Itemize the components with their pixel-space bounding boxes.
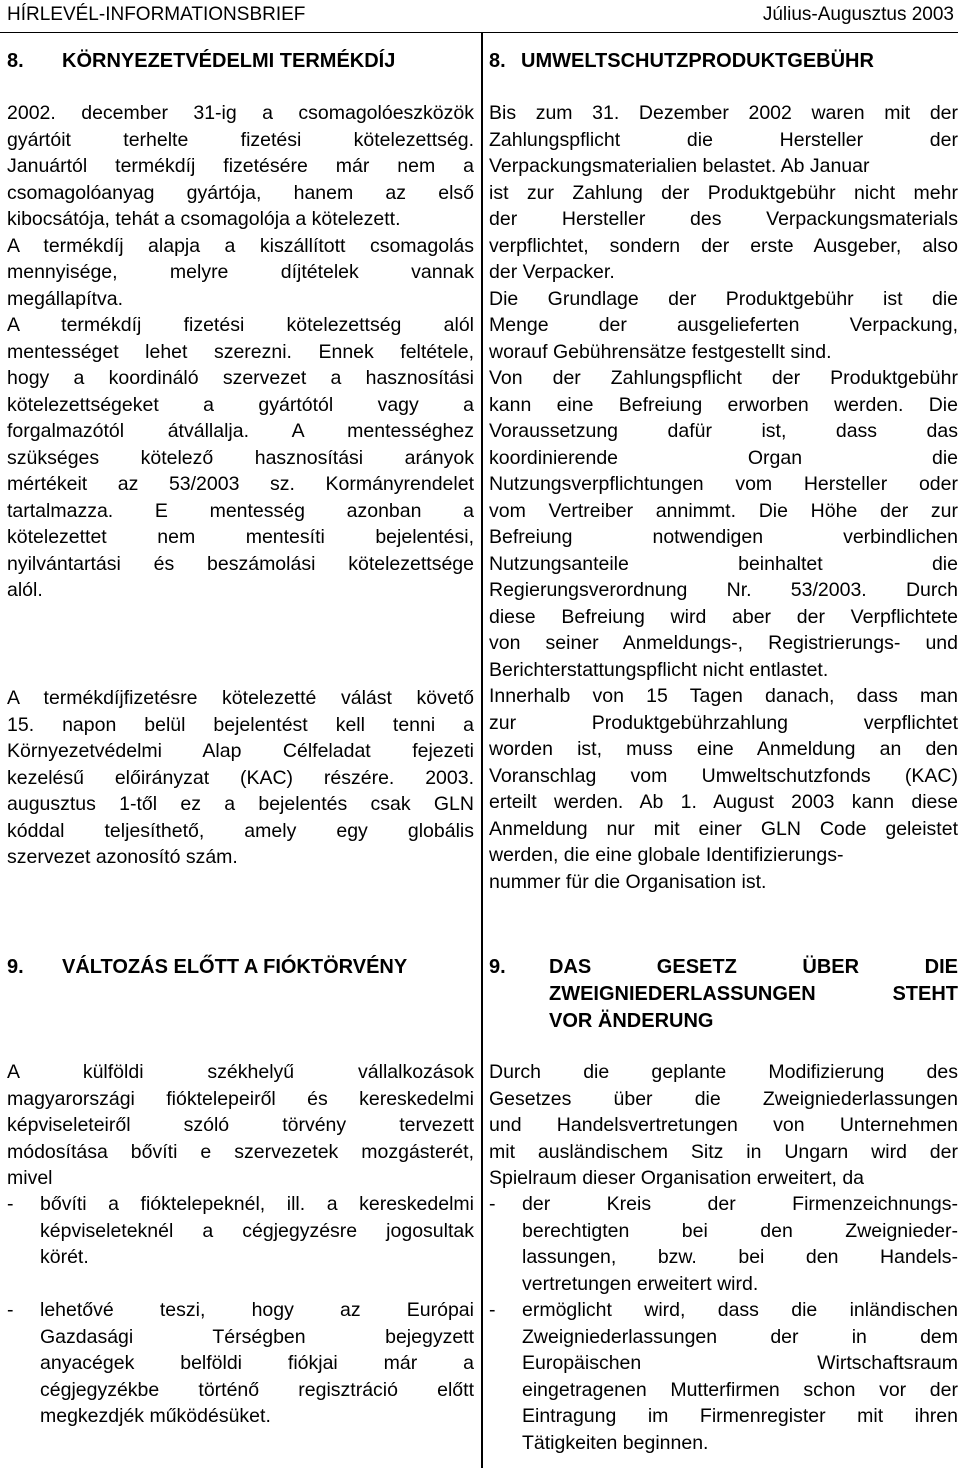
text-line: Voraussetzung dafür ist, dass das xyxy=(489,420,958,442)
text-line: kötelezettségeket a gyártótól vagy a xyxy=(7,393,474,416)
text-line: nyilvántartási és beszámolási kötelezettsége xyxy=(7,552,474,575)
section-8-hu-para2 xyxy=(7,685,474,871)
text-line: képviseleteknél a cégjegyzésre jogosultak xyxy=(40,1219,474,1242)
text-line: szükséges kötelező hasznosítási arányok xyxy=(7,446,474,469)
bullet-item xyxy=(489,1191,958,1297)
text-line: forgalmazótól átvállalja. A mentességhez xyxy=(7,420,474,442)
text-line: lassungen, bzw. bei den Handels- xyxy=(522,1246,958,1268)
newsletter-title: HÍRLEVÉL-INFORMATIONSBRIEF xyxy=(7,4,306,25)
text-line: A termékdíjfizetésre kötelezetté válást követő xyxy=(7,687,474,709)
text-line: Zweigniederlassungen der in dem xyxy=(522,1325,958,1348)
text-line: Gazdasági Térségben bejegyzett xyxy=(40,1325,474,1348)
text-line: anyacégek belföldi fiókjai már a xyxy=(40,1352,474,1374)
text-line: ermöglicht wird, dass die inländischen xyxy=(522,1299,958,1321)
text-line: und Handelsvertretungen von Unternehmen xyxy=(489,1114,958,1136)
text-line: verpflichtet, sondern der erste Ausgeber, also xyxy=(489,234,958,257)
text-line: von seiner Anmeldungs-, Registrierungs- und xyxy=(489,632,958,654)
text-line: képviseleteiről szóló törvény tervezett xyxy=(7,1114,474,1136)
text-line: kezelésű előirányzat (KAC) részére. 2003. xyxy=(7,766,474,789)
text-line: Regierungsverordnung Nr. 53/2003. Durch xyxy=(489,579,958,601)
text-line: Gesetzes über die Zweigniederlassungen xyxy=(489,1087,958,1110)
text-line: A termékdíj fizetési kötelezettség alól xyxy=(7,314,474,336)
bullet-text xyxy=(40,1297,474,1430)
text-line: bővíti a fióktelepeknél, ill. a kereskedelmi xyxy=(40,1193,474,1215)
bullet-text xyxy=(522,1297,958,1456)
text-line: Menge der ausgelieferten Verpackung, xyxy=(489,314,958,336)
text-line: szervezet azonosító szám. xyxy=(7,846,238,868)
text-line: worauf Gebührensätze festgestellt sind. xyxy=(489,340,832,363)
text-line: koordinierende Organ die xyxy=(489,446,958,469)
text-line: mentességet lehet szerezni. Ennek feltétele, xyxy=(7,340,474,363)
bullet-text xyxy=(40,1191,474,1271)
text-line: Berichterstattungspflicht nicht entlastet. xyxy=(489,658,829,681)
text-line: Europäischen Wirtschaftsraum xyxy=(522,1352,958,1374)
text-line: ist zur Zahlung der Produktgebühr nicht mehr xyxy=(489,181,958,204)
title-line: DAS GESETZ ÜBER DIE xyxy=(549,956,958,978)
text-line: Nutzungsanteile beinhaltet die xyxy=(489,552,958,575)
bullet-item xyxy=(7,1191,474,1271)
section-9-de-intro xyxy=(489,1059,958,1192)
text-line: nummer für die Organisation ist. xyxy=(489,870,767,893)
text-line: kann eine Befreiung erworben werden. Die xyxy=(489,393,958,416)
section-title: VÁLTOZÁS ELŐTT A FIÓKTÖRVÉNY xyxy=(62,956,408,978)
text-line: der Kreis der Firmenzeichnungs- xyxy=(522,1193,958,1215)
text-line: erteilt werden. Ab 1. August 2003 kann diese xyxy=(489,791,958,813)
text-line: mivel xyxy=(7,1167,53,1189)
section-number: 8. xyxy=(7,50,24,72)
text-line: eingetragenen Mutterfirmen schon vor der xyxy=(522,1378,958,1401)
section-8-hu-heading xyxy=(7,48,474,75)
text-line: Januártól termékdíj fizetésére már nem a xyxy=(7,155,474,177)
bullet-item xyxy=(7,1297,474,1430)
text-line: lehetővé teszi, hogy az Európai xyxy=(40,1299,474,1321)
bullet-dash: - xyxy=(7,1299,14,1321)
section-9-de-heading xyxy=(489,954,958,1035)
section-number: 9. xyxy=(489,956,506,978)
text-line: Durch die geplante Modifizierung des xyxy=(489,1061,958,1083)
text-line: Nutzungsverpflichtungen vom Hersteller oder xyxy=(489,473,958,495)
section-9-de-bullet-1 xyxy=(489,1191,958,1297)
text-line: mit ausländischem Sitz in Ungarn wird der xyxy=(489,1140,958,1163)
section-8-de-para1 xyxy=(489,100,958,895)
text-line: megállapítva. xyxy=(7,287,123,310)
text-line: kötelezettet nem mentesíti bejelentési, xyxy=(7,526,474,548)
section-number: 8. xyxy=(489,50,506,72)
text-line: magyarországi fióktelepeiről és kereskedelmi xyxy=(7,1087,474,1110)
section-9-hu-heading xyxy=(7,954,474,981)
text-line: kóddal teljesíthető, amely egy globális xyxy=(7,819,474,842)
section-9-hu-intro xyxy=(7,1059,474,1192)
text-line: der Hersteller des Verpackungsmaterials xyxy=(489,208,958,230)
text-line: Befreiung notwendigen verbindlichen xyxy=(489,526,958,548)
section-9-hu-bullet-2 xyxy=(7,1297,474,1430)
text-line: hogy a koordináló szervezet a hasznosítási xyxy=(7,367,474,389)
title-line: ZWEIGNIEDERLASSUNGEN STEHT xyxy=(549,983,958,1005)
text-line: Innerhalb von 15 Tagen danach, dass man xyxy=(489,685,958,707)
newsletter-header xyxy=(0,0,958,33)
text-line: werden, die eine globale Identifizierungs- xyxy=(489,844,844,866)
text-line: kibocsátója, tehát a csomagolója a kötelezett. xyxy=(7,208,401,230)
section-title xyxy=(549,954,958,1035)
text-line: Zahlungspflicht die Hersteller der xyxy=(489,128,958,151)
text-line: mértékeit az 53/2003 sz. Kormányrendelet xyxy=(7,473,474,495)
text-line: Anmeldung nur mit einer GLN Code geleistet xyxy=(489,817,958,840)
text-line: csomagolóanyag gyártója, hanem az első xyxy=(7,181,474,204)
text-line: A termékdíj alapja a kiszállított csomagolás xyxy=(7,234,474,257)
text-line: worden ist, muss eine Anmeldung an den xyxy=(489,738,958,760)
text-line: Von der Zahlungspflicht der Produktgebühr xyxy=(489,367,958,389)
text-line: zur Produktgebührzahlung verpflichtet xyxy=(489,711,958,734)
section-number: 9. xyxy=(7,956,24,978)
text-line: Spielraum dieser Organisation erweitert, da xyxy=(489,1167,865,1189)
section-8-de-heading xyxy=(489,48,958,75)
bullet-text xyxy=(522,1191,958,1297)
bullet-dash: - xyxy=(489,1193,496,1215)
text-line: Verpackungsmaterialien belastet. Ab Januar xyxy=(489,155,870,177)
column-divider xyxy=(481,33,483,1468)
text-line: 2002. december 31-ig a csomagolóeszközök xyxy=(7,102,474,124)
text-line: tartalmazza. E mentesség azonban a xyxy=(7,499,474,522)
text-line: Tätigkeiten beginnen. xyxy=(522,1431,709,1454)
text-line: A külföldi székhelyű vállalkozások xyxy=(7,1061,474,1083)
section-title: KÖRNYEZETVÉDELMI TERMÉKDÍJ xyxy=(62,50,396,72)
text-line: augusztus 1-től ez a bejelentés csak GLN xyxy=(7,793,474,815)
text-line: módosítása bővíti e szervezetek mozgásterét, xyxy=(7,1140,474,1163)
text-line: vertretungen erweitert wird. xyxy=(522,1272,759,1295)
section-title: UMWELTSCHUTZPRODUKTGEBÜHR xyxy=(521,50,874,72)
bullet-dash: - xyxy=(7,1193,14,1215)
section-9-de-bullet-2 xyxy=(489,1297,958,1456)
text-line: körét. xyxy=(40,1246,89,1268)
text-line: Eintragung im Firmenregister mit ihren xyxy=(522,1405,958,1427)
issue-date: Július-Augusztus 2003 xyxy=(762,4,954,25)
text-line: mennyisége, melyre díjtételek vannak xyxy=(7,261,474,283)
text-line: alól. xyxy=(7,579,43,601)
text-line: megkezdjék működésüket. xyxy=(40,1405,271,1427)
text-line: vom Vertreiber annimmt. Die Höhe der zur xyxy=(489,499,958,522)
text-line: berechtigten bei den Zweignieder- xyxy=(522,1219,958,1242)
title-line: VOR ÄNDERUNG xyxy=(549,1010,714,1032)
text-line: Bis zum 31. Dezember 2002 waren mit der xyxy=(489,102,958,124)
text-line: cégjegyzékbe történő regisztráció előtt xyxy=(40,1378,474,1401)
bullet-item xyxy=(489,1297,958,1456)
text-line: 15. napon belül bejelentést kell tenni a xyxy=(7,713,474,736)
text-line: Die Grundlage der Produktgebühr ist die xyxy=(489,287,958,310)
section-8-hu-para1 xyxy=(7,100,474,604)
text-line: Környezetvédelmi Alap Célfeladat fejezeti xyxy=(7,740,474,762)
bullet-dash: - xyxy=(489,1299,496,1321)
text-line: gyártóit terhelte fizetési kötelezettség. xyxy=(7,128,474,151)
text-line: der Verpacker. xyxy=(489,261,615,283)
text-line: Voranschlag vom Umweltschutzfonds (KAC) xyxy=(489,764,958,787)
section-9-hu-bullet-1 xyxy=(7,1191,474,1271)
text-line: diese Befreiung wird aber der Verpflichtete xyxy=(489,605,958,628)
